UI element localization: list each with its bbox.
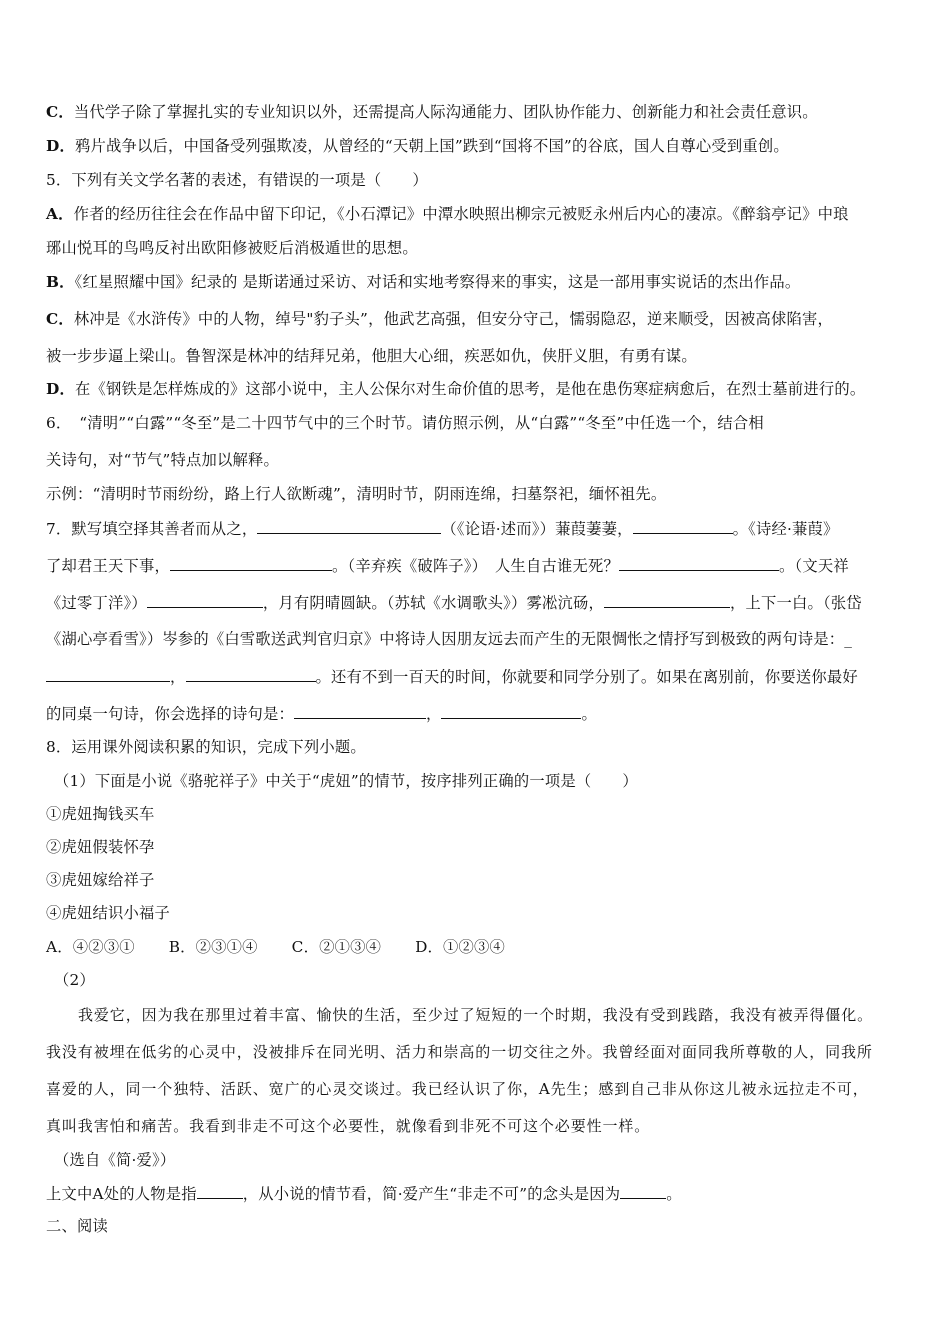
q8-item-3: ③虎妞嫁给祥子	[46, 871, 155, 889]
q6-stem: 6． “清明”“白露”“冬至”是二十四节气中的三个时节。请仿照示例，从“白露”“冬至”中任选一个，结合相	[46, 414, 764, 432]
answer-blank[interactable]	[170, 554, 332, 571]
passage-line: 真叫我害怕和痛苦。我看到非走不可这个必要性，就像看到非死不可这个必要性一样。	[46, 1117, 651, 1135]
answer-blank[interactable]	[147, 591, 263, 608]
q5-option-a-cont: 琊山悦耳的鸟鸣反衬出欧阳修被贬后消极遁世的思想。	[46, 239, 418, 257]
q5-option-c-cont: 被一步步逼上梁山。鲁智深是林冲的结拜兄弟，他胆大心细，疾恶如仇，侠肝义胆，有勇有谋。	[46, 347, 697, 365]
passage-line: 喜爱的人，同一个独特、活跃、宽广的心灵交谈过。我已经认识了你，A先生；感到自己非从你这儿被永远拉走不可，	[46, 1080, 869, 1098]
q5-stem: 5．下列有关文学名著的表述，有错误的一项是（ ）	[46, 171, 428, 189]
q5-option-c: C．林冲是《水浒传》中的人物，绰号"豹子头”，他武艺高强，但安分守己，懦弱隐忍，逆来顺受，因被高俅陷害，	[46, 310, 833, 328]
passage-source: （选自《简·爱》）	[54, 1151, 176, 1169]
q8-stem: 8．运用课外阅读积累的知识，完成下列小题。	[46, 738, 366, 756]
answer-blank[interactable]	[294, 702, 426, 719]
q7-line-5: ， 。还有不到一百天的时间，你就要和同学分别了。如果在离别前，你要送你最好	[46, 665, 858, 688]
q8-item-2: ②虎妞假装怀孕	[46, 838, 155, 856]
q8-sub1: （1）下面是小说《骆驼祥子》中关于“虎妞”的情节，按序排列正确的一项是（ ）	[54, 772, 638, 790]
section-heading: 二、阅读	[46, 1217, 108, 1235]
q7-line-1: 7．默写填空择其善者而从之， （《论语·述而》）蒹葭萋萋， 。《诗经·蒹葭》	[46, 517, 839, 540]
answer-blank[interactable]	[46, 665, 170, 682]
answer-blank[interactable]	[620, 1182, 666, 1199]
q7-line-2: 了却君王天下事， 。（辛弃疾《破阵子》） 人生自古谁无死？ 。（文天祥	[46, 554, 849, 577]
q8-sub2-question: 上文中A处的人物是指 ，从小说的情节看，简·爱产生“非走不可”的念头是因为 。	[46, 1182, 682, 1205]
q8-item-1: ①虎妞掏钱买车	[46, 805, 155, 823]
passage-line: 我没有被埋在低劣的心灵中，没被排斥在同光明、活力和崇高的一切交往之外。我曾经面对面同我所尊敬的人，同我所	[46, 1043, 873, 1061]
answer-blank[interactable]	[633, 517, 733, 534]
q8-sub2: （2）	[54, 971, 95, 989]
q8-choices: A．④②③① B．②③①④ C．②①③④ D．①②③④	[46, 938, 506, 956]
passage-line: 我爱它，因为我在那里过着丰富、愉快的生活，至少过了短短的一个时期，我没有受到践踏，我没有被弄得僵化。	[78, 1006, 874, 1024]
q5-option-a: A．作者的经历往往会在作品中留下印记，《小石潭记》中潭水映照出柳宗元被贬永州后内心的凄凉。《醉翁亭记》中琅	[46, 205, 849, 223]
answer-blank[interactable]	[257, 517, 441, 534]
q6-stem-cont: 关诗句，对“节气”特点加以解释。	[46, 451, 279, 469]
q7-line-6: 的同桌一句诗，你会选择的诗句是： ， 。	[46, 702, 597, 725]
answer-blank[interactable]	[197, 1182, 243, 1199]
q4-option-d: D．鸦片战争以后，中国备受列强欺凌，从曾经的“天朝上国”跌到“国将不国”的谷底，国人自尊心受到重创。	[46, 137, 789, 155]
q7-line-3: 《过零丁洋》） ，月有阴晴圆缺。（苏轼《水调歌头》）雾凇沆砀， ，上下一白。（张岱	[46, 591, 862, 614]
answer-blank[interactable]	[441, 702, 581, 719]
q7-line-4: 《湖心亭看雪》）岑参的《白雪歌送武判官归京》中将诗人因朋友远去而产生的无限惆怅之情抒写到极致的两句诗是：_	[46, 630, 853, 648]
q6-example: 示例：“清明时节雨纷纷，路上行人欲断魂”，清明时节，阴雨连绵，扫墓祭祀，缅怀祖先。	[46, 485, 667, 503]
answer-blank[interactable]	[186, 665, 316, 682]
q5-option-b: B．《红星照耀中国》纪录的 是斯诺通过采访、对话和实地考察得来的事实，这是一部用事实说话的杰出作品。	[46, 273, 801, 291]
q4-option-c: C．当代学子除了掌握扎实的专业知识以外，还需提高人际沟通能力、团队协作能力、创新能力和社会责任意识。	[46, 103, 818, 121]
answer-blank[interactable]	[619, 554, 779, 571]
q8-item-4: ④虎妞结识小福子	[46, 904, 170, 922]
q5-option-d: D．在《钢铁是怎样炼成的》这部小说中，主人公保尔对生命价值的思考，是他在患伤寒症病愈后，在烈士墓前进行的。	[46, 380, 866, 398]
answer-blank[interactable]	[604, 591, 730, 608]
